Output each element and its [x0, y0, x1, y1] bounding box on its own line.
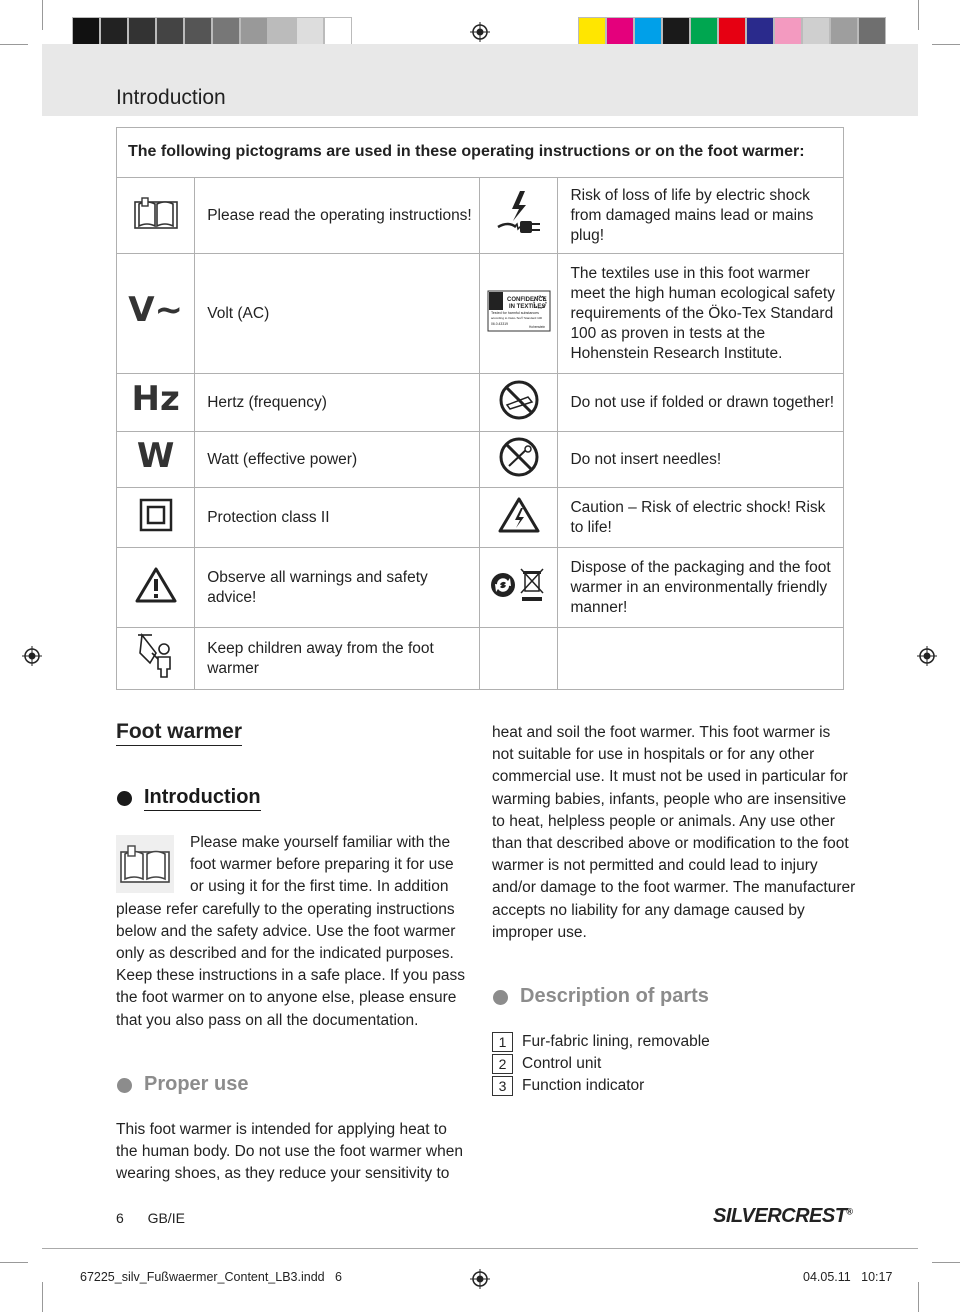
keep-children-away-icon: [117, 628, 195, 690]
svg-text:IN TEXTILES: IN TEXTILES: [508, 303, 546, 310]
svg-text:Hohenstein: Hohenstein: [528, 324, 545, 329]
volt-ac-symbol: V~: [117, 254, 195, 374]
color-swatch: [858, 17, 886, 47]
proper-use-continued: [492, 722, 862, 944]
table-cell: Watt (effective power): [195, 432, 480, 488]
intro-paragraph: [116, 832, 476, 1032]
heading-proper-use: Proper use: [144, 1073, 249, 1095]
table-row: [117, 628, 844, 690]
color-swatch: [802, 17, 830, 47]
watt-symbol: W: [117, 432, 195, 488]
crop-mark: [42, 1282, 43, 1312]
text-line: commercial use. It must not be used in particular for: [492, 768, 848, 786]
color-swatch: [100, 17, 128, 47]
bullet-dot: [117, 1078, 132, 1093]
color-swatch: [296, 17, 324, 47]
color-swatch: [718, 17, 746, 47]
text-line: accepts no liability for any damage caused by: [492, 901, 805, 919]
recycle-disposal-icon: [479, 548, 558, 628]
table-cell: Protection class II: [195, 488, 480, 548]
part-label: Control unit: [522, 1055, 602, 1072]
crop-mark: [932, 1262, 960, 1263]
table-cell: Do not insert needles!: [558, 432, 844, 488]
brand-logo: SILVERCREST®: [713, 1205, 853, 1227]
protection-class-ii-icon: [117, 488, 195, 548]
table-row: [117, 548, 844, 628]
table-row: [117, 254, 844, 374]
registration-mark-icon: [22, 646, 42, 666]
pictogram-table: [116, 127, 844, 690]
table-cell: Dispose of the packaging and the foot warmer in an environmentally friendly manner!: [558, 548, 844, 628]
table-cell: Keep children away from the foot warmer: [195, 628, 480, 690]
damaged-plug-shock-icon: [479, 178, 558, 254]
confidence-in-textiles-label: [479, 254, 558, 374]
slug-date: 04.05.11 10:17: [803, 1270, 893, 1284]
no-needles-icon: [479, 432, 558, 488]
table-row: [117, 374, 844, 432]
svg-text:06.0.43319: 06.0.43319: [490, 321, 508, 326]
color-swatch: [746, 17, 774, 47]
text-line: than that described above or modification to the foot: [492, 835, 849, 853]
text-line: heat and soil the foot warmer. This foot warmer is: [492, 724, 831, 741]
table-cell: The textiles use in this foot warmer meet the high human ecological safety requirements of the Öko-Tex Standard 100 as proven in tests at the Hohenstein Research Institute.: [558, 254, 844, 374]
color-swatch: [774, 17, 802, 47]
text-line: the foot warmer on to anyone else, please ensure: [116, 989, 457, 1007]
heading-introduction: Introduction: [144, 786, 261, 811]
color-swatch: [128, 17, 156, 47]
table-row: [117, 432, 844, 488]
table-cell: Hertz (frequency): [195, 374, 480, 432]
color-swatch: [72, 17, 100, 47]
warning-triangle-icon: [117, 548, 195, 628]
text-line: below and the safety advice. Use the foot warmer: [116, 922, 456, 940]
registration-mark-icon: [470, 1269, 490, 1289]
table-cell: [558, 628, 844, 690]
color-swatch: [240, 17, 268, 47]
text-line: This foot warmer is intended for applying heat to: [116, 1121, 447, 1138]
svg-text:CONFIDENCE: CONFIDENCE: [506, 296, 547, 303]
text-line: the human body. Do not use the foot warmer when: [116, 1143, 463, 1161]
color-swatch: [830, 17, 858, 47]
table-cell: Please read the operating instructions!: [195, 178, 480, 254]
parts-list: [492, 1031, 710, 1097]
svg-text:according to Oeko-Tex® Standar: according to Oeko-Tex® Standard 100: [490, 315, 542, 320]
slug-divider: [42, 1248, 918, 1249]
text-line: foot warmer before preparing it for use: [190, 856, 454, 874]
table-cell: Observe all warnings and safety advice!: [195, 548, 480, 628]
table-cell: Caution – Risk of electric shock! Risk to life!: [558, 488, 844, 548]
color-swatch: [184, 17, 212, 47]
empty-cell: [479, 628, 558, 690]
table-row: [117, 488, 844, 548]
bullet-dot: [117, 791, 132, 806]
list-item: [492, 1053, 710, 1075]
svg-text:Tested for harmful substances: Tested for harmful substances: [490, 310, 539, 315]
color-swatch: [690, 17, 718, 47]
table-cell: Volt (AC): [195, 254, 480, 374]
text-line: or using it for the first time. In addition: [190, 878, 449, 896]
part-number: 2: [492, 1054, 513, 1074]
registration-mark-icon: [917, 646, 937, 666]
part-label: Fur-fabric lining, removable: [522, 1033, 710, 1050]
page-footer: [116, 1210, 185, 1226]
table-cell: Risk of loss of life by electric shock from damaged mains lead or mains plug!: [558, 178, 844, 254]
text-line: and/or damage to the foot warmer. The manufacturer: [492, 879, 856, 897]
crop-mark: [918, 0, 919, 30]
color-swatch: [268, 17, 296, 47]
text-line: only as described and for the indicated purposes.: [116, 945, 454, 963]
text-line: warming babies, infants, people who are insensitive: [492, 790, 847, 808]
text-line: not suitable for use in hospitals or for any other: [492, 746, 815, 764]
text-line: warmer is not permitted and could lead to injury: [492, 857, 818, 875]
crop-mark: [0, 44, 28, 45]
book-icon: [117, 178, 195, 254]
color-swatch: [606, 17, 634, 47]
proper-use-paragraph: [116, 1119, 476, 1186]
crop-mark: [42, 0, 43, 30]
list-item: [492, 1031, 710, 1053]
part-number: 3: [492, 1076, 513, 1096]
part-label: Function indicator: [522, 1077, 645, 1094]
color-swatch: [578, 17, 606, 47]
table-heading: The following pictograms are used in these operating instructions or on the foot warmer:: [117, 128, 844, 178]
page-number: 6: [116, 1210, 124, 1226]
color-bar-right: [578, 17, 886, 47]
section-title-foot-warmer: Foot warmer: [116, 720, 242, 746]
locale-code: GB/IE: [147, 1210, 185, 1226]
color-swatch: [662, 17, 690, 47]
list-item: [492, 1075, 710, 1097]
hertz-symbol: Hz: [117, 374, 195, 432]
text-line: Please make yourself familiar with the: [190, 834, 451, 851]
slug-file-name: 67225_silv_Fußwaermer_Content_LB3.indd 6: [80, 1270, 342, 1284]
color-swatch: [156, 17, 184, 47]
no-folding-icon: [479, 374, 558, 432]
crop-mark: [932, 44, 960, 45]
text-line: please refer carefully to the operating instructions: [116, 900, 455, 918]
text-line: improper use.: [492, 923, 587, 941]
color-swatch: [212, 17, 240, 47]
bullet-dot: [493, 990, 508, 1005]
text-line: to heat, helpless people or animals. Any use other: [492, 812, 835, 830]
electric-shock-warning-icon: [479, 488, 558, 548]
heading-description-of-parts: Description of parts: [520, 985, 709, 1007]
color-swatch: [634, 17, 662, 47]
crop-mark: [918, 1282, 919, 1312]
registration-mark-icon: [470, 22, 490, 42]
color-swatch: [324, 17, 352, 47]
text-line: wearing shoes, as they reduce your sensitivity to: [116, 1165, 450, 1183]
text-line: Keep these instructions in a safe place. If you pass: [116, 967, 465, 985]
page-title: Introduction: [116, 86, 226, 109]
color-bar-left: [72, 17, 352, 47]
table-cell: Do not use if folded or drawn together!: [558, 374, 844, 432]
crop-mark: [0, 1262, 28, 1263]
text-line: that you also pass on all the documentation.: [116, 1011, 419, 1029]
table-row: [117, 178, 844, 254]
part-number: 1: [492, 1032, 513, 1052]
